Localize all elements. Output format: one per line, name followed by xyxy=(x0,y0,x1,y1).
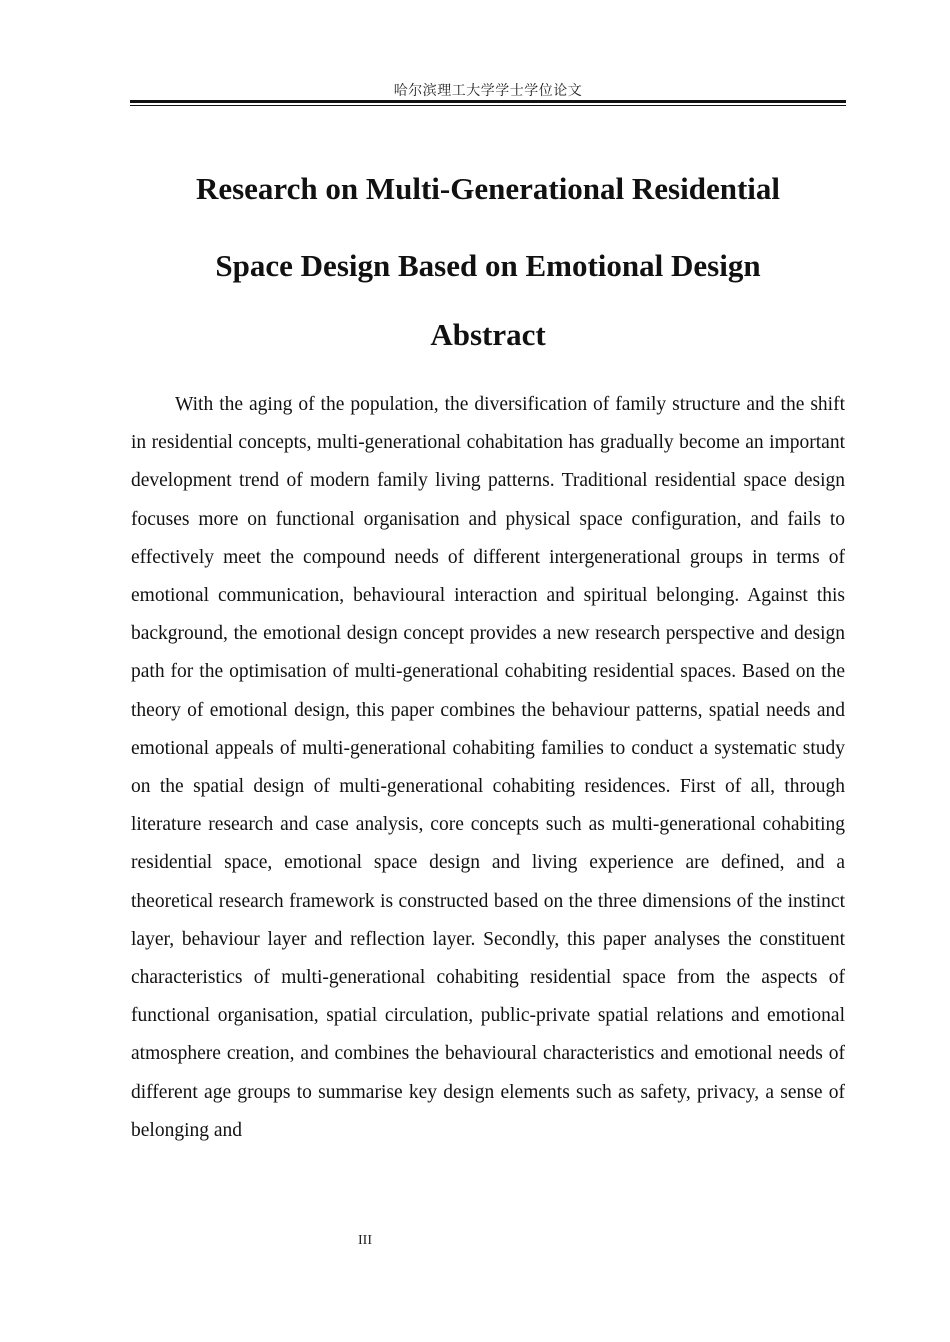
paper-title xyxy=(130,150,846,304)
paper-title-line-2: Space Design Based on Emotional Design xyxy=(215,248,761,283)
header-rule-thin xyxy=(130,105,846,106)
page-number: III xyxy=(358,1233,372,1248)
header-rule-thick xyxy=(130,100,846,103)
running-header: 哈尔滨理工大学学士学位论文 xyxy=(393,83,583,99)
abstract-body: With the aging of the population, the diversification of family structure and the shift in residential concepts, multi-generational cohabitation has gradually become an important development trend of modern family living patterns. Traditional residential space design focuses more on functional organisation and physical space configuration, and fails to effectively meet the compound needs of different intergenerational groups in terms of emotional communication, behavioural interaction and spiritual belonging. Against this background, the emotional design concept provides a new research perspective and design path for the optimisation of multi-generational cohabiting residential spaces. Based on the theory of emotional design, this paper combines the behaviour patterns, spatial needs and emotional appeals of multi-generational cohabiting families to conduct a systematic study on the spatial design of multi-generational cohabiting residences. First of all, through literature research and case analysis, core concepts such as multi-generational cohabiting residential space, emotional space design and living experience are defined, and a theoretical research framework is constructed based on the three dimensions of the instinct layer, behaviour layer and reflection layer. Secondly, this paper analyses the constituent characteristics of multi-generational cohabiting residential space from the aspects of functional organisation, spatial circulation, public-private spatial relations and emotional atmosphere creation, and combines the behavioural characteristics and emotional needs of different age groups to summarise key design elements such as safety, privacy, a sense of belonging and xyxy=(131,394,845,1141)
paper-title-line-1: Research on Multi-Generational Residential xyxy=(195,171,781,206)
abstract-heading: Abstract xyxy=(430,317,546,352)
